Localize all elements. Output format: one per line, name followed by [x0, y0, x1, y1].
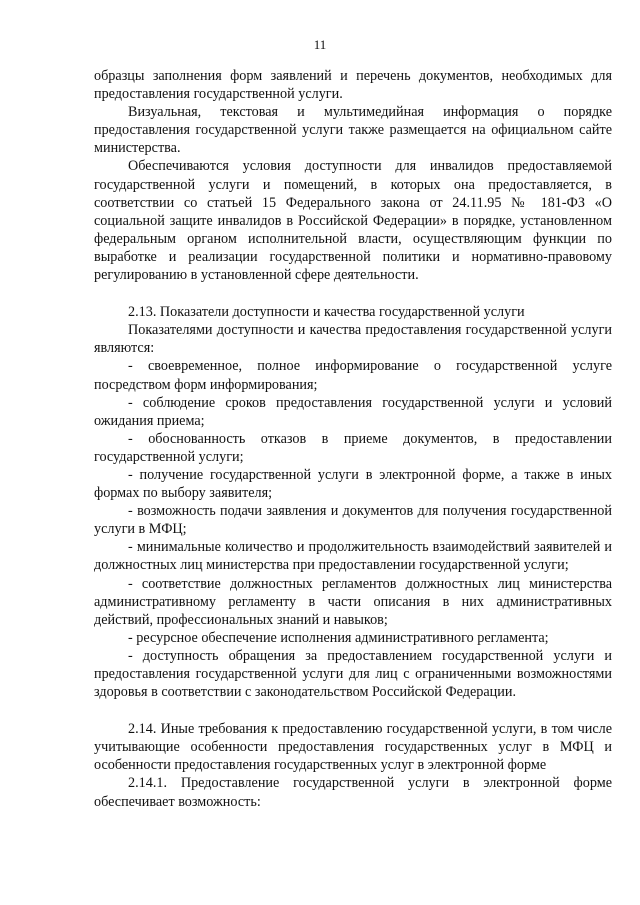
list-item: - соблюдение сроков предоставления государственной услуги и условий ожидания приема;: [94, 394, 612, 429]
list-item: - обоснованность отказов в приеме документов, в предоставлении государственной услуги;: [94, 430, 612, 465]
list-item: - ресурсное обеспечение исполнения административного регламента;: [128, 629, 549, 646]
list-item: - соответствие должностных регламентов должностных лиц министерства административному регламенту в части описания в них административных действий, профессиональных знаний и навыков;: [94, 575, 612, 628]
paragraph: образцы заполнения форм заявлений и перечень документов, необходимых для предоставления государственной услуги.: [94, 68, 612, 103]
list-item: - доступность обращения за предоставлением государственной услуги и предоставления государственной услуги для лиц с ограниченными возможностями здоровья в соответствии с законодательством Российской Федерации.: [94, 647, 612, 701]
list-item: - минимальные количество и продолжительность взаимодействий заявителей и должностных лиц министерства при предоставлении государственной услуги;: [94, 539, 612, 574]
list-item: - своевременное, полное информирование о государственной услуге посредством форм информирования;: [94, 358, 612, 393]
section-heading: 2.14. Иные требования к предоставлению государственной услуги, в том числе учитывающие особенности предоставления государственных услуг в МФЦ и особенности предоставления государственных услуг в электронной форме: [94, 721, 612, 774]
list-item: - получение государственной услуги в электронной форме, а также в иных формах по выбору заявителя;: [94, 466, 612, 502]
page-number: 11: [313, 37, 327, 52]
paragraph: Обеспечиваются условия доступности для инвалидов предоставляемой государственной услуги и помещений, в которых она предоставляется, в соответствии со статьей 15 Федерального закона от 24.11.95 № 181-ФЗ «О социальной защите инвалидов в Российской Федерации» в порядке, установленном федеральным органом исполнительной власти, осуществляющим функции по выработке и реализации государственной политики и нормативно-правовому регулированию в установленной сфере деятельности.: [94, 158, 612, 284]
section-heading: 2.13. Показатели доступности и качества государственной услуги: [128, 304, 525, 321]
list-item: - возможность подачи заявления и документов для получения государственной услуги в МФЦ;: [94, 503, 612, 538]
paragraph: Показателями доступности и качества предоставления государственной услуги являются:: [94, 322, 612, 357]
paragraph: 2.14.1. Предоставление государственной услуги в электронной форме обеспечивает возможность:: [94, 775, 612, 810]
page-body: [94, 67, 612, 811]
paragraph: Визуальная, текстовая и мультимедийная информация о порядке предоставления государственной услуги также размещается на официальном сайте министерства.: [94, 104, 612, 157]
